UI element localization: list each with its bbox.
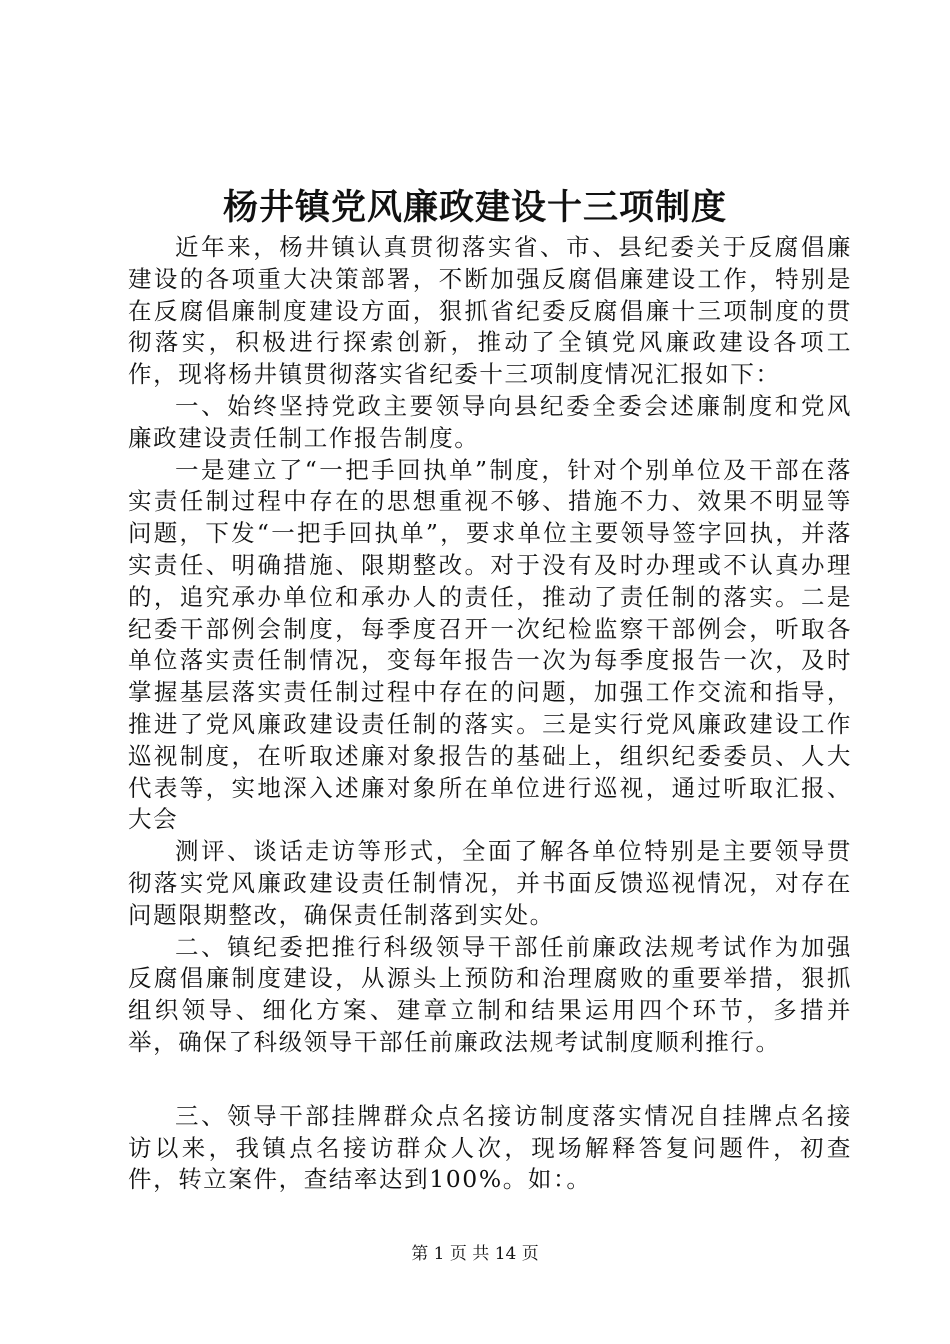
paragraph-section-1-continued: 测评、谈话走访等形式，全面了解各单位特别是主要领导贯彻落实党风廉政建设责任制情况，并书面反馈巡视情况，对存在问题限期整改，确保责任制落到实处。 xyxy=(128,837,852,929)
paragraph-intro: 近年来，杨井镇认真贯彻落实省、市、县纪委关于反腐倡廉建设的各项重大决策部署，不断加强反腐倡廉建设工作，特别是在反腐倡廉制度建设方面，狠抓省纪委反腐倡廉十三项制度的贯彻落实，积极进行探索创新，推动了全镇党风廉政建设各项工作，现将杨井镇贯彻落实省纪委十三项制度情况汇报如下： xyxy=(128,233,852,389)
paragraph-section-2: 二、镇纪委把推行科级领导干部任前廉政法规考试作为加强反腐倡廉制度建设，从源头上预防和治理腐败的重要举措，狠抓组织领导、细化方案、建章立制和结果运用四个环节，多措并举，确保了科级领导干部任前廉政法规考试制度顺利推行。 xyxy=(128,932,852,1056)
paragraph-section-1-details: 一是建立了“一把手回执单”制度，针对个别单位及干部在落实责任制过程中存在的思想重视不够、措施不力、效果不明显等问题，下发“一把手回执单”，要求单位主要领导签字回执，并落实责任、明确措施、限期整改。对于没有及时办理或不认真办理的，追究承办单位和承办人的责任，推动了责任制的落实。二是纪委干部例会制度，每季度召开一次纪检监察干部例会，听取各单位落实责任制情况，变每年报告一次为每季度报告一次，及时掌握基层落实责任制过程中存在的问题，加强工作交流和指导，推进了党风廉政建设责任制的落实。三是实行党风廉政建设工作巡视制度，在听取述廉对象报告的基础上，组织纪委委员、人大代表等，实地深入述廉对象所在单位进行巡视，通过听取汇报、大会 xyxy=(128,455,852,834)
document-body xyxy=(128,232,852,1196)
page-number-footer: 第 1 页 共 14 页 xyxy=(411,1244,539,1264)
paragraph-section-3: 三、领导干部挂牌群众点名接访制度落实情况自挂牌点名接访以来，我镇点名接访群众人次，现场解释答复问题件，初查件，转立案件，查结率达到100%。如：。 xyxy=(128,1101,852,1194)
paragraph-section-1: 一、始终坚持党政主要领导向县纪委全委会述廉制度和党风廉政建设责任制工作报告制度。 xyxy=(128,391,852,452)
document-title: 杨井镇党风廉政建设十三项制度 xyxy=(222,187,727,228)
